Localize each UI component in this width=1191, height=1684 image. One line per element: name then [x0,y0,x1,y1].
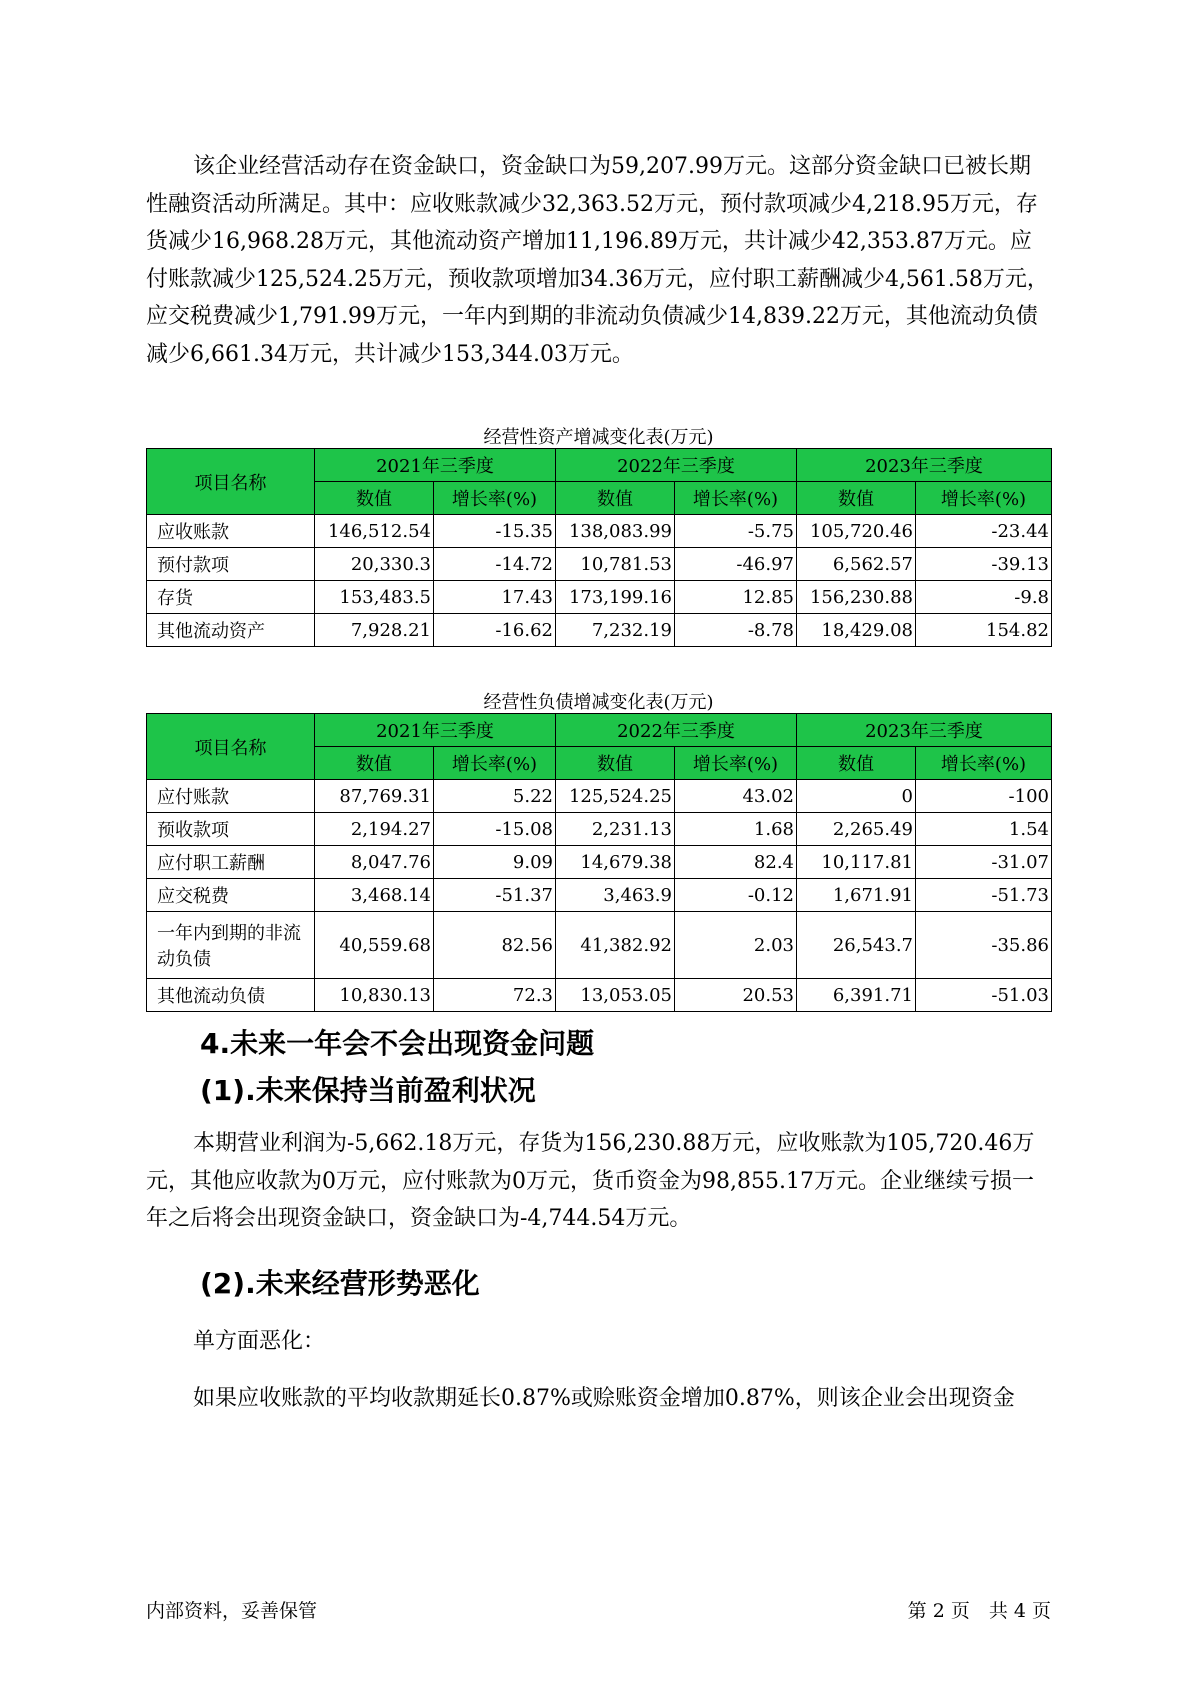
table-row [147,780,1052,813]
cell-growth-rate: -8.78 [675,614,797,647]
cell-value: 41,382.92 [556,912,675,979]
footer-confidential-note: 内部资料，妥善保管 [146,1600,318,1622]
row-name: 应收账款 [147,515,315,548]
table-row [147,813,1052,846]
subsection-1-heading: (1).未来保持当前盈利状况 [200,1074,536,1107]
cell-value: 0 [797,780,916,813]
subsection-2-line-1: 单方面恶化： [193,1329,326,1354]
cell-value: 146,512.54 [315,515,434,548]
cell-value: 6,562.57 [797,548,916,581]
cell-growth-rate: 82.4 [675,846,797,879]
header-item-name: 项目名称 [147,449,315,515]
cell-value: 7,232.19 [556,614,675,647]
cell-growth-rate: 82.56 [434,912,556,979]
liabilities-table-caption: 经营性负债增减变化表(万元) [483,692,714,713]
cell-growth-rate: 12.85 [675,581,797,614]
cell-growth-rate: 1.68 [675,813,797,846]
cell-growth-rate: -35.86 [916,912,1052,979]
cell-value: 8,047.76 [315,846,434,879]
cell-value: 14,679.38 [556,846,675,879]
table-row [147,912,1052,979]
cell-value: 20,330.3 [315,548,434,581]
cell-growth-rate: 5.22 [434,780,556,813]
cell-growth-rate: -16.62 [434,614,556,647]
cell-growth-rate: -5.75 [675,515,797,548]
cell-value: 125,524.25 [556,780,675,813]
row-name: 应付账款 [147,780,315,813]
row-name: 存货 [147,581,315,614]
cell-growth-rate: -39.13 [916,548,1052,581]
cell-value: 40,559.68 [315,912,434,979]
cell-value: 1,671.91 [797,879,916,912]
header-value: 数值 [315,482,434,515]
row-name: 其他流动资产 [147,614,315,647]
table-row [147,515,1052,548]
header-value: 数值 [315,747,434,780]
cell-growth-rate: 9.09 [434,846,556,879]
footer-page-number: 第 2 页 共 4 页 [907,1600,1051,1622]
cell-value: 26,543.7 [797,912,916,979]
cell-growth-rate: 43.02 [675,780,797,813]
cell-growth-rate: -9.8 [916,581,1052,614]
cell-growth-rate: -51.03 [916,979,1052,1012]
table-row [147,614,1052,647]
header-period: 2022年三季度 [556,449,797,482]
subsection-2-line-2: 如果应收账款的平均收款期延长0.87%或赊账资金增加0.87%，则该企业会出现资金 [193,1386,1015,1411]
row-name: 预付款项 [147,548,315,581]
cell-growth-rate: -23.44 [916,515,1052,548]
cell-value: 10,117.81 [797,846,916,879]
cell-value: 153,483.5 [315,581,434,614]
cell-value: 2,265.49 [797,813,916,846]
header-growth-rate: 增长率(%) [675,482,797,515]
cell-value: 2,194.27 [315,813,434,846]
row-name: 一年内到期的非流动负债 [147,912,315,979]
header-growth-rate: 增长率(%) [675,747,797,780]
header-period: 2022年三季度 [556,714,797,747]
cell-value: 173,199.16 [556,581,675,614]
table-row [147,879,1052,912]
header-item-name: 项目名称 [147,714,315,780]
header-value: 数值 [797,747,916,780]
cell-value: 18,429.08 [797,614,916,647]
table-row [147,548,1052,581]
header-period: 2023年三季度 [797,714,1052,747]
cell-value: 7,928.21 [315,614,434,647]
header-growth-rate: 增长率(%) [916,482,1052,515]
header-period: 2023年三季度 [797,449,1052,482]
cell-growth-rate: 72.3 [434,979,556,1012]
cell-growth-rate: 2.03 [675,912,797,979]
cell-value: 156,230.88 [797,581,916,614]
assets-table-caption: 经营性资产增减变化表(万元) [483,427,714,448]
cell-growth-rate: -51.37 [434,879,556,912]
table-row [147,979,1052,1012]
subsection-1-paragraph: 本期营业利润为-5,662.18万元，存货为156,230.88万元，应收账款为105,720.46万元，其他应收款为0万元，应付账款为0万元，货币资金为98,855.17万元。企业继续亏损一年之后将会出现资金缺口，资金缺口为-4,744.54万元。 [146,1131,1035,1231]
header-value: 数值 [556,482,675,515]
cell-value: 87,769.31 [315,780,434,813]
cell-growth-rate: -51.73 [916,879,1052,912]
header-growth-rate: 增长率(%) [916,747,1052,780]
header-period: 2021年三季度 [315,714,556,747]
header-growth-rate: 增长率(%) [434,747,556,780]
cell-growth-rate: 1.54 [916,813,1052,846]
table-row [147,581,1052,614]
cell-growth-rate: -15.08 [434,813,556,846]
header-period: 2021年三季度 [315,449,556,482]
cell-value: 3,463.9 [556,879,675,912]
cell-value: 10,830.13 [315,979,434,1012]
cell-growth-rate: 17.43 [434,581,556,614]
liabilities-table [146,713,1052,1012]
header-growth-rate: 增长率(%) [434,482,556,515]
row-name: 应付职工薪酬 [147,846,315,879]
row-name: 应交税费 [147,879,315,912]
cell-growth-rate: -14.72 [434,548,556,581]
row-name: 预收款项 [147,813,315,846]
cell-growth-rate: 20.53 [675,979,797,1012]
row-name: 其他流动负债 [147,979,315,1012]
header-value: 数值 [556,747,675,780]
cell-value: 138,083.99 [556,515,675,548]
cell-growth-rate: -100 [916,780,1052,813]
cell-growth-rate: -15.35 [434,515,556,548]
assets-table [146,448,1052,647]
cell-value: 6,391.71 [797,979,916,1012]
table-row [147,846,1052,879]
cell-value: 2,231.13 [556,813,675,846]
cell-growth-rate: -46.97 [675,548,797,581]
cell-growth-rate: -0.12 [675,879,797,912]
intro-paragraph: 该企业经营活动存在资金缺口，资金缺口为59,207.99万元。这部分资金缺口已被长期性融资活动所满足。其中：应收账款减少32,363.52万元，预付款项减少4,218.95万元，存货减少16,968.28万元，其他流动资产增加11,196.89万元，共计减少42,353.87万元。应付账款减少125,524.25万元，预收款项增加34.36万元，应付职工薪酬减少4,561.58万元，应交税费减少1,791.99万元，一年内到期的非流动负债减少14,839.22万元，其他流动负债减少6,661.34万元，共计减少153,344.03万元。 [146,154,1049,367]
cell-value: 10,781.53 [556,548,675,581]
section-4-heading: 4.未来一年会不会出现资金问题 [200,1027,595,1060]
cell-value: 3,468.14 [315,879,434,912]
header-value: 数值 [797,482,916,515]
cell-value: 105,720.46 [797,515,916,548]
cell-growth-rate: 154.82 [916,614,1052,647]
subsection-2-heading: (2).未来经营形势恶化 [200,1267,480,1300]
cell-growth-rate: -31.07 [916,846,1052,879]
cell-value: 13,053.05 [556,979,675,1012]
